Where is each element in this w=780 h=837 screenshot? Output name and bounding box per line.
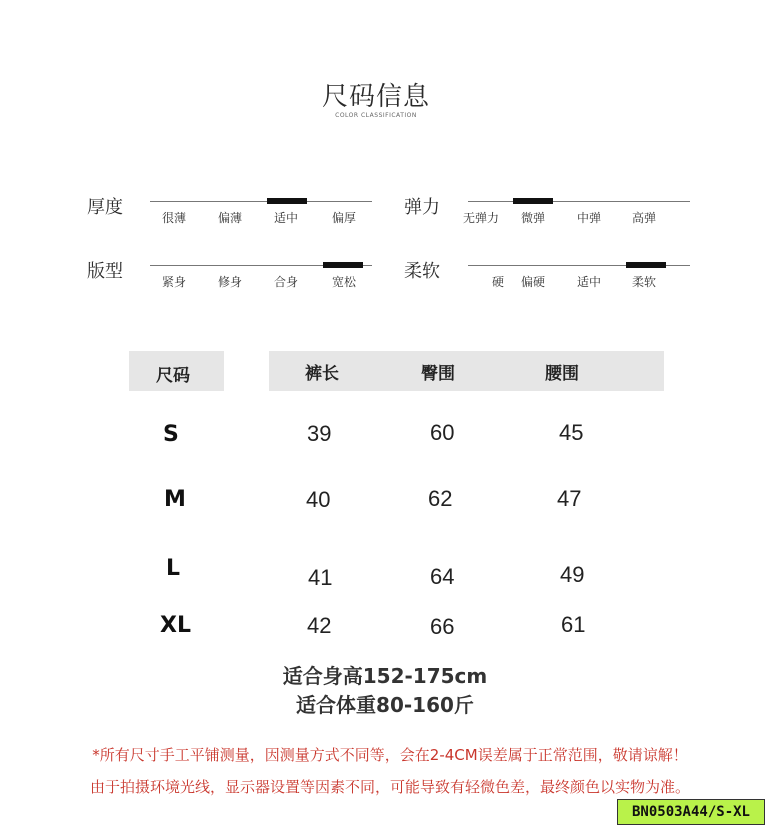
table-cell-waist: 49 bbox=[560, 562, 585, 587]
page-subtitle: COLOR CLASSIFICATION bbox=[335, 112, 417, 119]
scale-option: 偏厚 bbox=[332, 211, 357, 225]
attr-label-thickness: 厚度 bbox=[87, 197, 123, 218]
scale-option: 很薄 bbox=[162, 211, 187, 225]
product-code-badge: BN0503A44/S-XL bbox=[617, 799, 765, 825]
table-header-size: 尺码 bbox=[156, 366, 190, 386]
table-cell-size: L bbox=[166, 556, 181, 581]
table-cell-length: 42 bbox=[307, 613, 332, 638]
table-cell-hip: 60 bbox=[430, 420, 455, 445]
table-cell-size: S bbox=[163, 422, 179, 447]
table-cell-hip: 64 bbox=[430, 564, 455, 589]
note-color: 由于拍摄环境光线，显示器设置等因素不同，可能导致有轻微色差，最终颜色以实物为准。 bbox=[89, 778, 690, 796]
table-header-waist: 腰围 bbox=[545, 364, 579, 384]
note-measurement: *所有尺寸手工平铺测量，因测量方式不同等，会在2-4CM误差属于正常范围，敬请谅解！ bbox=[92, 746, 688, 764]
scale-line-thickness bbox=[150, 201, 372, 202]
attr-label-fit: 版型 bbox=[87, 261, 123, 282]
table-cell-hip: 62 bbox=[428, 486, 453, 511]
scale-option: 高弹 bbox=[632, 211, 657, 225]
attr-label-softness: 柔软 bbox=[404, 261, 440, 282]
scale-marker-thickness bbox=[267, 198, 307, 204]
scale-option: 适中 bbox=[274, 211, 299, 225]
scale-line-elasticity bbox=[468, 201, 690, 202]
scale-marker-softness bbox=[626, 262, 666, 268]
scale-option: 合身 bbox=[274, 275, 299, 289]
scale-option: 中弹 bbox=[577, 211, 602, 225]
fit-height: 适合身高152-175cm bbox=[282, 664, 488, 688]
attr-label-elasticity: 弹力 bbox=[404, 197, 440, 218]
scale-option: 紧身 bbox=[162, 275, 187, 289]
scale-option: 偏薄 bbox=[218, 211, 243, 225]
scale-option: 适中 bbox=[577, 275, 602, 289]
fit-weight: 适合体重80-160斤 bbox=[296, 693, 474, 717]
page-title: 尺码信息 bbox=[321, 82, 430, 112]
scale-marker-elasticity bbox=[513, 198, 553, 204]
scale-option: 宽松 bbox=[332, 275, 357, 289]
table-cell-length: 40 bbox=[306, 487, 331, 512]
table-header-length: 裤长 bbox=[305, 364, 339, 384]
scale-option: 微弹 bbox=[521, 211, 546, 225]
table-cell-length: 41 bbox=[308, 565, 333, 590]
table-cell-size: M bbox=[164, 487, 186, 512]
scale-option: 无弹力 bbox=[463, 211, 500, 225]
table-cell-waist: 47 bbox=[557, 486, 582, 511]
scale-marker-fit bbox=[323, 262, 363, 268]
scale-option: 柔软 bbox=[632, 275, 657, 289]
scale-option: 偏硬 bbox=[521, 275, 546, 289]
table-cell-size: XL bbox=[160, 613, 191, 638]
scale-option: 修身 bbox=[218, 275, 243, 289]
table-header-hip: 臀围 bbox=[421, 364, 455, 384]
table-cell-waist: 61 bbox=[561, 612, 586, 637]
table-cell-length: 39 bbox=[307, 421, 332, 446]
table-cell-waist: 45 bbox=[559, 420, 584, 445]
table-cell-hip: 66 bbox=[430, 614, 455, 639]
scale-option: 硬 bbox=[492, 275, 505, 289]
